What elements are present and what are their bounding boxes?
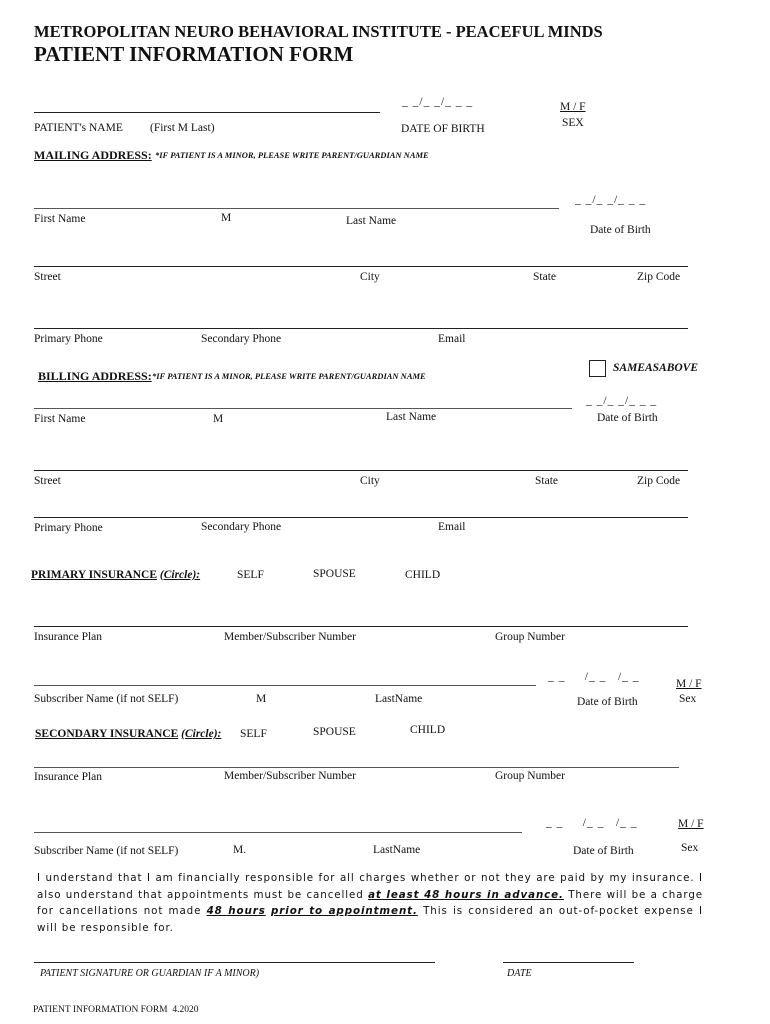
- mailing-minor-note: *IF PATIENT IS A MINOR, PLEASE WRITE PARENT/GUARDIAN NAME: [155, 150, 429, 160]
- mailing-m-label: M: [221, 212, 232, 224]
- mailing-email-label: Email: [438, 333, 466, 345]
- billing-last-name-label: Last Name: [386, 411, 437, 423]
- billing-minor-note: *IF PATIENT IS A MINOR, PLEASE WRITE PARENT/GUARDIAN NAME: [152, 371, 426, 381]
- same-as-above-checkbox[interactable]: [589, 360, 606, 377]
- secondary-self-option[interactable]: SELF: [240, 728, 267, 740]
- mailing-state-label: State: [533, 271, 556, 283]
- agreement-emphasis-2: 48 hours: [206, 905, 266, 917]
- mailing-dob-label: Date of Birth: [590, 224, 651, 236]
- primary-subscriber-input[interactable]: [34, 685, 536, 686]
- signature-label: PATIENT SIGNATURE OR GUARDIAN IF A MINOR): [40, 968, 260, 979]
- agreement-part-4: This is considered an out-of-pocket expense I will be responsible for.: [37, 905, 703, 934]
- signature-input[interactable]: [34, 962, 435, 963]
- billing-secondary-phone-label: Secondary Phone: [201, 521, 282, 533]
- agreement-emphasis-1: at least 48 hours in advance.: [368, 888, 564, 901]
- mailing-last-name-label: Last Name: [346, 215, 397, 227]
- secondary-subscriber-name-label: Subscriber Name (if not SELF): [34, 845, 179, 857]
- primary-m-label: M: [256, 693, 267, 705]
- billing-email-label: Email: [438, 521, 466, 533]
- mailing-secondary-phone-label: Secondary Phone: [201, 333, 282, 345]
- primary-plan-input[interactable]: [34, 626, 688, 627]
- primary-dob-label: Date of Birth: [577, 696, 638, 708]
- patient-name-input[interactable]: [34, 112, 380, 113]
- billing-primary-phone-label: Primary Phone: [34, 522, 103, 534]
- patient-dob-label: DATE OF BIRTH: [401, 123, 485, 135]
- financial-agreement-text: [37, 870, 703, 936]
- billing-street-label: Street: [34, 475, 61, 487]
- mailing-dob-blank[interactable]: _ _/_ _/_ _ _: [575, 194, 647, 206]
- secondary-insurance-circle-hint: (Circle):: [181, 728, 222, 740]
- mailing-address-heading: MAILING ADDRESS:: [34, 148, 152, 162]
- signature-date-label: DATE: [507, 968, 532, 979]
- secondary-insurance-heading: [35, 728, 221, 740]
- billing-first-name-label: First Name: [34, 413, 86, 425]
- billing-m-label: M: [213, 413, 224, 425]
- secondary-group-number-label: Group Number: [495, 770, 565, 782]
- same-as-above-label: SAMEASABOVE: [613, 362, 699, 374]
- secondary-spouse-option[interactable]: SPOUSE: [313, 726, 356, 738]
- patient-name-hint: (First M Last): [150, 122, 215, 134]
- primary-self-option[interactable]: SELF: [237, 569, 264, 581]
- secondary-subscriber-input[interactable]: [34, 832, 522, 833]
- primary-last-name-label: LastName: [375, 693, 423, 705]
- billing-street-input[interactable]: [34, 470, 688, 471]
- secondary-sex-options[interactable]: M / F: [678, 818, 704, 830]
- primary-spouse-option[interactable]: SPOUSE: [313, 568, 356, 580]
- mailing-street-label: Street: [34, 271, 61, 283]
- secondary-m-label: M.: [233, 844, 247, 856]
- mailing-zip-label: Zip Code: [637, 271, 681, 283]
- secondary-plan-input[interactable]: [34, 767, 679, 768]
- billing-name-input[interactable]: [34, 408, 572, 409]
- primary-sex-options[interactable]: M / F: [676, 678, 702, 690]
- patient-sex-label: SEX: [562, 117, 584, 129]
- institute-name: METROPOLITAN NEURO BEHAVIORAL INSTITUTE - PEACEFUL MINDS: [34, 22, 603, 41]
- mailing-city-label: City: [360, 271, 380, 283]
- billing-contact-input[interactable]: [34, 517, 688, 518]
- billing-dob-label: Date of Birth: [597, 412, 658, 424]
- patient-name-label: PATIENT's NAME: [34, 122, 123, 134]
- billing-zip-label: Zip Code: [637, 475, 681, 487]
- secondary-child-option[interactable]: CHILD: [410, 724, 446, 736]
- form-version-footer: PATIENT INFORMATION FORM 4.2020: [33, 1005, 199, 1015]
- mailing-first-name-label: First Name: [34, 213, 86, 225]
- form-title: PATIENT INFORMATION FORM: [34, 42, 354, 66]
- mailing-street-input[interactable]: [34, 266, 688, 267]
- primary-subscriber-name-label: Subscriber Name (if not SELF): [34, 693, 179, 705]
- primary-child-option[interactable]: CHILD: [405, 569, 441, 581]
- secondary-dob-blank[interactable]: _ _ /_ _ /_ _: [546, 817, 638, 829]
- primary-plan-label: Insurance Plan: [34, 631, 103, 643]
- agreement-part-1: I understand that I am financially responsible for all charges whether or not they are paid by my insurance. I also understand that appointments must be cancelled: [37, 872, 703, 901]
- secondary-insurance-title: SECONDARY INSURANCE: [35, 728, 179, 740]
- billing-address-heading: BILLING ADDRESS:: [38, 369, 152, 383]
- secondary-sex-label: Sex: [681, 842, 699, 854]
- patient-sex-options[interactable]: M / F: [560, 101, 586, 113]
- agreement-emphasis-3: prior to appointment.: [271, 905, 418, 917]
- billing-dob-blank[interactable]: _ _/_ _/_ _ _: [586, 395, 658, 407]
- secondary-dob-label: Date of Birth: [573, 845, 634, 857]
- agreement-part-2: There will be a charge for cancellations not made: [37, 888, 703, 917]
- secondary-plan-label: Insurance Plan: [34, 771, 103, 783]
- primary-insurance-heading: [31, 569, 200, 581]
- patient-dob-blank[interactable]: _ _/_ _/_ _ _: [402, 96, 474, 108]
- secondary-last-name-label: LastName: [373, 844, 421, 856]
- billing-state-label: State: [535, 475, 558, 487]
- primary-sex-label: Sex: [679, 693, 697, 705]
- billing-city-label: City: [360, 475, 380, 487]
- signature-date-input[interactable]: [503, 962, 634, 963]
- primary-member-number-label: Member/Subscriber Number: [224, 631, 356, 643]
- mailing-contact-input[interactable]: [34, 328, 688, 329]
- primary-insurance-title: PRIMARY INSURANCE: [31, 569, 157, 581]
- mailing-name-input[interactable]: [34, 208, 559, 209]
- primary-insurance-circle-hint: (Circle):: [159, 569, 201, 581]
- secondary-member-number-label: Member/Subscriber Number: [224, 770, 356, 782]
- mailing-primary-phone-label: Primary Phone: [34, 333, 103, 345]
- primary-dob-blank[interactable]: _ _ /_ _ /_ _: [548, 671, 640, 683]
- primary-group-number-label: Group Number: [495, 631, 565, 643]
